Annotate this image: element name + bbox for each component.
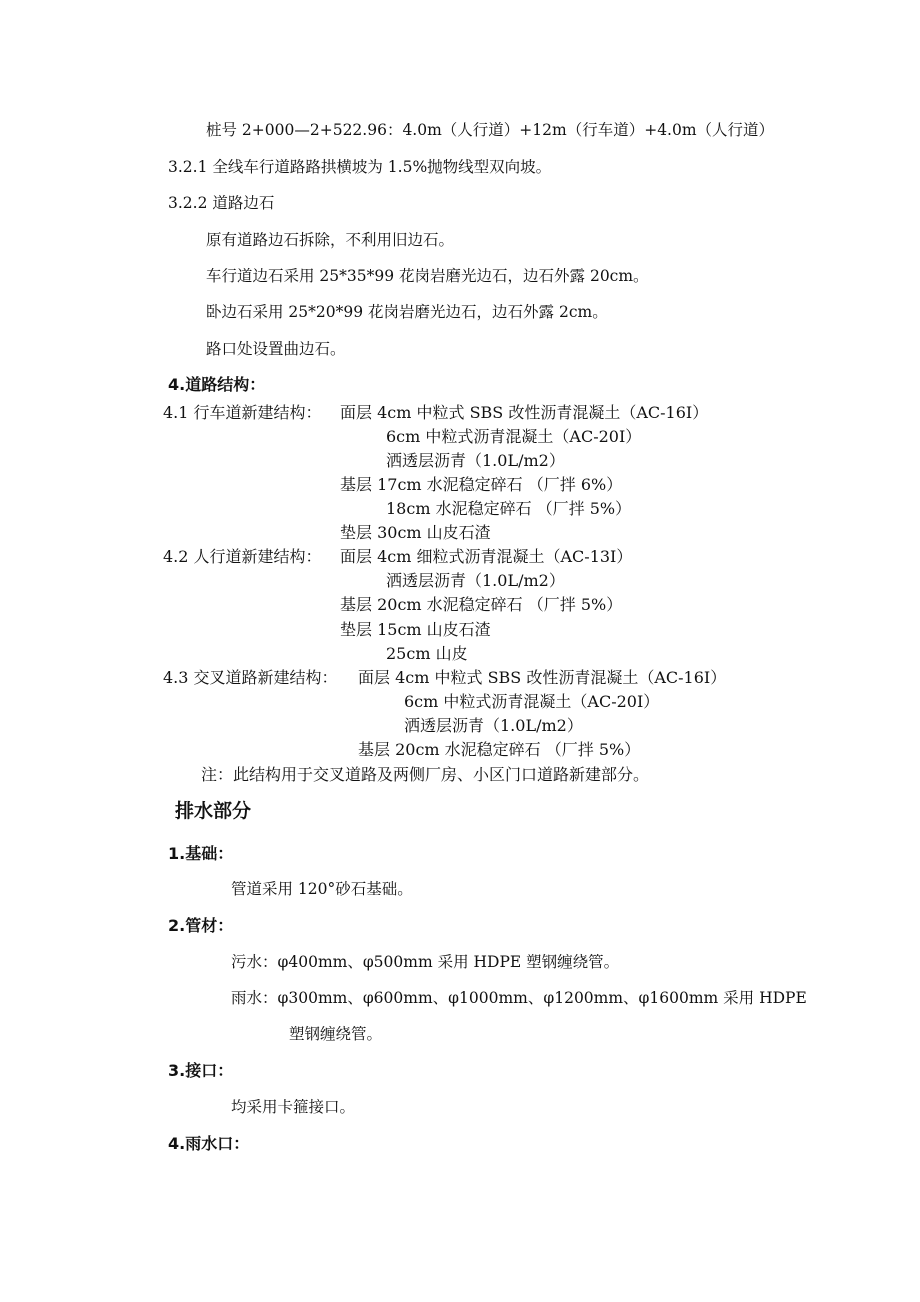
structure-line: 面层 4cm 中粒式 SBS 改性沥青混凝土（AC-16I） <box>358 668 727 687</box>
curb-item: 路口处设置曲边石。 <box>206 340 346 358</box>
joint-heading: 3.接口： <box>168 1061 234 1080</box>
section-3-2-1: 3.2.1 全线车行道路路拱横坡为 1.5%抛物线型双向坡。 <box>168 158 552 176</box>
pipe-heading: 2.管材： <box>168 916 234 935</box>
rain-text-continued: 塑钢缠绕管。 <box>289 1025 383 1043</box>
curb-item: 车行道边石采用 25*35*99 花岗岩磨光边石，边石外露 20cm。 <box>206 267 649 285</box>
foundation-heading: 1.基础： <box>168 844 234 863</box>
stake-line: 桩号 2+000—2+522.96：4.0m（人行道）+12m（行车道）+4.0m（人行道） <box>206 121 775 139</box>
structure-note: 注：此结构用于交叉道路及两侧厂房、小区门口道路新建部分。 <box>201 765 650 784</box>
section-3-2-2-heading: 3.2.2 道路边石 <box>168 194 275 212</box>
inlet-heading: 4.雨水口： <box>168 1134 250 1153</box>
structure-line: 垫层 15cm 山皮石渣 <box>340 620 491 639</box>
structure-line: 6cm 中粒式沥青混凝土（AC-20I） <box>404 692 660 711</box>
structure-line: 基层 20cm 水泥稳定碎石 （厂拌 5%） <box>358 740 641 759</box>
structure-line: 25cm 山皮 <box>386 644 468 663</box>
rain-text: 雨水：φ300mm、φ600mm、φ1000mm、φ1200mm、φ1600mm 采用 HDPE <box>231 989 807 1007</box>
structure-4-3-label: 4.3 交叉道路新建结构： <box>163 668 338 687</box>
structure-4-1-label: 4.1 行车道新建结构： <box>163 403 322 422</box>
sewage-text: 污水：φ400mm、φ500mm 采用 HDPE 塑钢缠绕管。 <box>231 953 620 971</box>
structure-line: 洒透层沥青（1.0L/m2） <box>386 451 565 470</box>
structure-line: 洒透层沥青（1.0L/m2） <box>404 716 583 735</box>
structure-line: 6cm 中粒式沥青混凝土（AC-20I） <box>386 427 642 446</box>
curb-item: 卧边石采用 25*20*99 花岗岩磨光边石，边石外露 2cm。 <box>206 303 608 321</box>
structure-line: 18cm 水泥稳定碎石 （厂拌 5%） <box>386 499 632 518</box>
structure-line: 基层 17cm 水泥稳定碎石 （厂拌 6%） <box>340 475 623 494</box>
structure-line: 垫层 30cm 山皮石渣 <box>340 523 491 542</box>
structure-line: 基层 20cm 水泥稳定碎石 （厂拌 5%） <box>340 595 623 614</box>
structure-line: 洒透层沥青（1.0L/m2） <box>386 571 565 590</box>
road-structure-heading: 4.道路结构： <box>168 375 266 394</box>
drainage-heading: 排水部分 <box>175 800 252 822</box>
structure-4-2-label: 4.2 人行道新建结构： <box>163 547 322 566</box>
structure-line: 面层 4cm 细粒式沥青混凝土（AC-13I） <box>340 547 633 566</box>
foundation-text: 管道采用 120°砂石基础。 <box>231 880 413 898</box>
curb-item: 原有道路边石拆除，不利用旧边石。 <box>206 231 455 249</box>
structure-line: 面层 4cm 中粒式 SBS 改性沥青混凝土（AC-16I） <box>340 403 709 422</box>
joint-text: 均采用卡箍接口。 <box>231 1098 356 1116</box>
